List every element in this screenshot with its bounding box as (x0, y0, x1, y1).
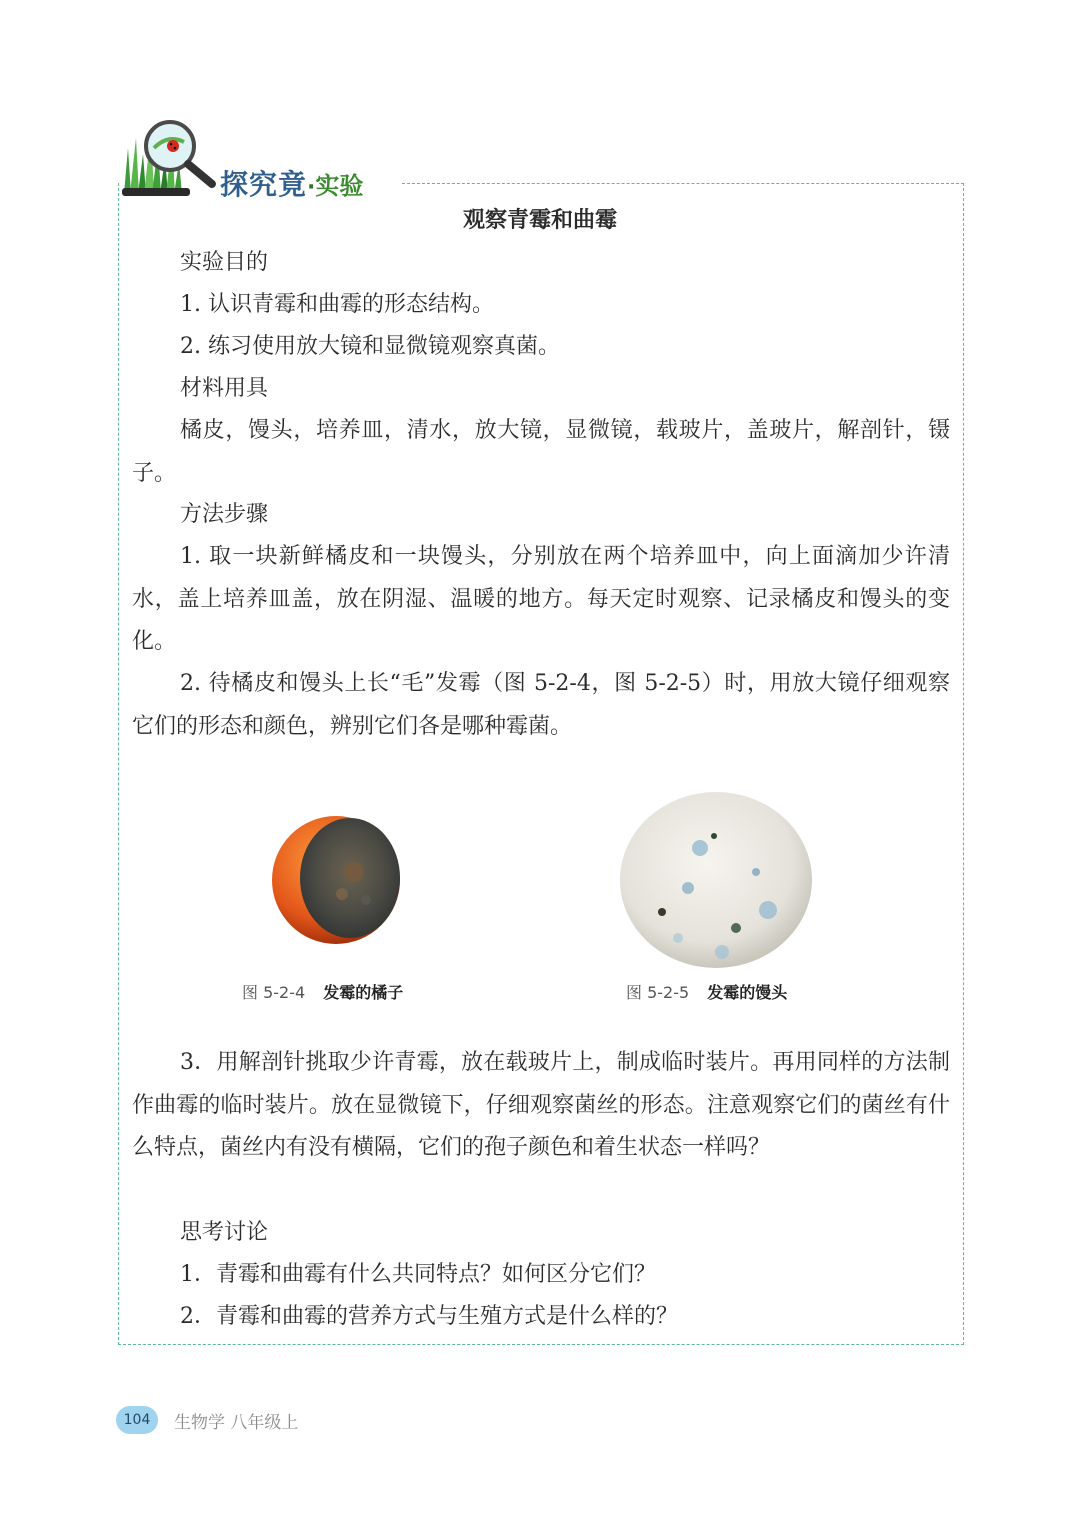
figure-caption (626, 980, 787, 1003)
figure-name: 发霉的馒头 (707, 983, 788, 1002)
experiment-title: 观察青霉和曲霉 (462, 208, 617, 233)
method-heading: 方法步骤 (180, 502, 269, 527)
materials-heading: 材料用具 (180, 376, 269, 401)
materials-text: 橘皮，馒头，培养皿，清水，放大镜，显微镜，载玻片，盖玻片，解剖针，镊子。 (132, 418, 950, 486)
figure-caption (242, 980, 403, 1003)
figure-number: 图 5-2-5 (626, 983, 690, 1002)
figure-name: 发霉的橘子 (323, 983, 404, 1002)
method-step-3: 3．用解剖针挑取少许青霉，放在载玻片上，制成临时装片。再用同样的方法制作曲霉的临时装片。放在显微镜下，仔细观察菌丝的形态。注意观察它们的菌丝有什么特点，菌丝内有没有横隔，它们的孢子颜色和着生状态一样吗？ (132, 1050, 950, 1160)
moldy-orange-image (268, 810, 408, 950)
discussion-heading: 思考讨论 (180, 1220, 269, 1245)
method-step-1: 1. 取一块新鲜橘皮和一块馒头，分别放在两个培养皿中，向上面滴加少许清水，盖上培养皿盖，放在阴湿、温暖的地方。每天定时观察、记录橘皮和馒头的变化。 (132, 544, 950, 654)
header-label-sub: 实验 (315, 172, 364, 200)
method-step-2: 2. 待橘皮和馒头上长“毛”发霉（图 5-2-4，图 5-2-5）时，用放大镜仔细观察它们的形态和颜色，辨别它们各是哪种霉菌。 (132, 671, 950, 739)
purpose-item: 2. 练习使用放大镜和显微镜观察真菌。 (180, 334, 560, 359)
header-separator: · (307, 175, 316, 200)
page-number-badge: 104 (116, 1406, 158, 1434)
figure-number: 图 5-2-4 (242, 983, 306, 1002)
discussion-item: 2．青霉和曲霉的营养方式与生殖方式是什么样的？ (180, 1304, 678, 1329)
moldy-steamed-bun-image (618, 788, 818, 968)
discussion-item: 1．青霉和曲霉有什么共同特点？如何区分它们？ (180, 1262, 656, 1287)
purpose-heading: 实验目的 (180, 250, 269, 275)
book-title: 生物学 八年级上 (174, 1413, 299, 1433)
purpose-item: 1. 认识青霉和曲霉的形态结构。 (180, 292, 494, 317)
header-label-main: 探究竟 (220, 168, 308, 201)
